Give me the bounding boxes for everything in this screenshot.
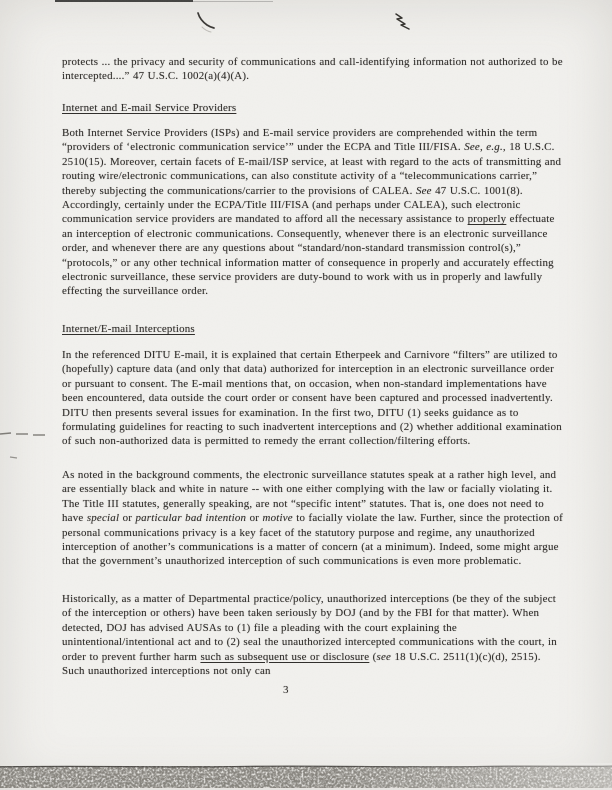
text-segment: 18 U.S.C. 2510(15). Moreover, certain facets of E-mail/ISP service, at least with regard to the acts of transmitting and routing wire/electronic communications, can also constitute activity of a “telecommunications carrier,” thereby subjecting the communications/carrier to the provisions of CALEA.	[62, 141, 562, 197]
text-segment-underlined: such as subsequent use or disclosure	[200, 650, 370, 663]
pencil-dash-annotation-icon	[0, 428, 60, 462]
text-segment: In the referenced DITU E-mail, it is explained that certain Etherpeek and Carnivore “filters” are utilized to (hopefully) capture data (and only that data) authorized for interception in an electronic surveillance order or pursuant to consent. The E-mail mentions that, on occasion, when non-standard implementations have been encountered, data outside the court order or consent have been captured and processed inadvertently. DITU then presents several issues for examination. In the first two, DITU (1) seeks guidance as to formulating guidelines for reacting to such inadvertent interceptions and (2) whether additional examination of such non-authorized data is permitted to remedy the errant collection/filtering efforts.	[62, 349, 562, 448]
text-segment-italic: see	[376, 650, 392, 663]
text-segment: protects ... the privacy and security of communications and call-identifying information not authorized to be intercepted....” 47 U.S.C. 1002(a)(4)(A).	[62, 56, 563, 83]
text-segment-italic: particular bad intention	[135, 512, 247, 525]
text-segment-italic: See	[415, 184, 432, 197]
text-segment-italic: special	[86, 512, 120, 525]
text-segment: or	[119, 512, 136, 525]
heading-text: Internet and E-mail Service Providers	[62, 102, 237, 114]
paragraph-departmental-policy	[62, 592, 564, 678]
text-segment: or	[246, 512, 263, 525]
text-segment: effectuate an interception of electronic communications. Consequently, whenever there is an electronic surveillance order, and whenever there are any questions about “standard/non-standard transmission control(s),” “protocols,” or any other technical information matter of consequence in properly and accurately effecting electronic surveillance, these service providers are duty-bound to work with us in properly and lawfully effecting the surveillance order.	[62, 213, 555, 298]
paragraph-ditu-email	[62, 348, 564, 449]
text-segment-italic: motive	[262, 512, 293, 525]
text-segment: Historically, as a matter of Departmental practice/policy, unauthorized interceptions (be they of the subject of the interception or others) have been taken seriously by DOJ (and by the FBI for that matter). When detected, DOJ has advised AUSAs to (1) file a pleading with the court explaining the unintentional/intentional act and to (2) seal the unauthorized intercepted communications with the court, in order to prevent further harm	[62, 593, 557, 663]
scan-artifact-top-line-faint	[193, 1, 273, 2]
scan-artifact-bottom-band	[0, 763, 612, 790]
text-segment: Both Internet Service Providers (ISPs) and E-mail service providers are comprehended within the term “providers of ‘electronic communication service’” under the ECPA and Title III/FISA.	[62, 127, 538, 154]
text-segment: to facially violate the law. Further, since the protection of personal communications privacy is a key facet of the statutory purpose and regime, any unauthorized interception of another’s communications is a matter of concern (at a minimum). Indeed, some might argue that the government’s unauthorized interception of such communications is even more problematic.	[62, 512, 563, 568]
handwritten-squiggle-mark-icon	[392, 11, 418, 33]
text-segment: 47 U.S.C. 1001(8). Accordingly, certainly under the ECPA/Title III/FISA (and perhaps under CALEA), such electronic communication service providers are mandated to afford all the necessary assistance to	[62, 184, 523, 226]
text-segment: 18 U.S.C. 2511(1)(c)(d), 2515). Such unauthorized interceptions not only can	[62, 650, 541, 678]
heading-internet-email-interceptions	[62, 322, 564, 336]
noise-fade	[332, 763, 612, 790]
text-segment: As noted in the background comments, the electronic surveillance statutes speak at a rather high level, and are essentially black and white in nature -- with one either complying with the law or facially violating it. The Title III statutes, generally speaking, are not “specific intent” statutes. That is, one does not need to have	[62, 469, 557, 525]
text-segment-italic: See, e.g.,	[464, 141, 506, 154]
paragraph-surveillance-statutes	[62, 468, 564, 569]
handwritten-pen-mark-icon	[193, 10, 221, 36]
heading-text: Internet/E-mail Interceptions	[62, 323, 195, 335]
text-segment: (	[369, 650, 377, 663]
paragraph-statute-quote	[62, 55, 564, 84]
scan-artifact-top-line	[55, 0, 193, 2]
text-segment-underlined: properly	[467, 213, 507, 226]
heading-internet-and-email-service-providers	[62, 101, 564, 115]
paragraph-isp-providers	[62, 126, 564, 299]
page-number: 3	[283, 684, 289, 696]
